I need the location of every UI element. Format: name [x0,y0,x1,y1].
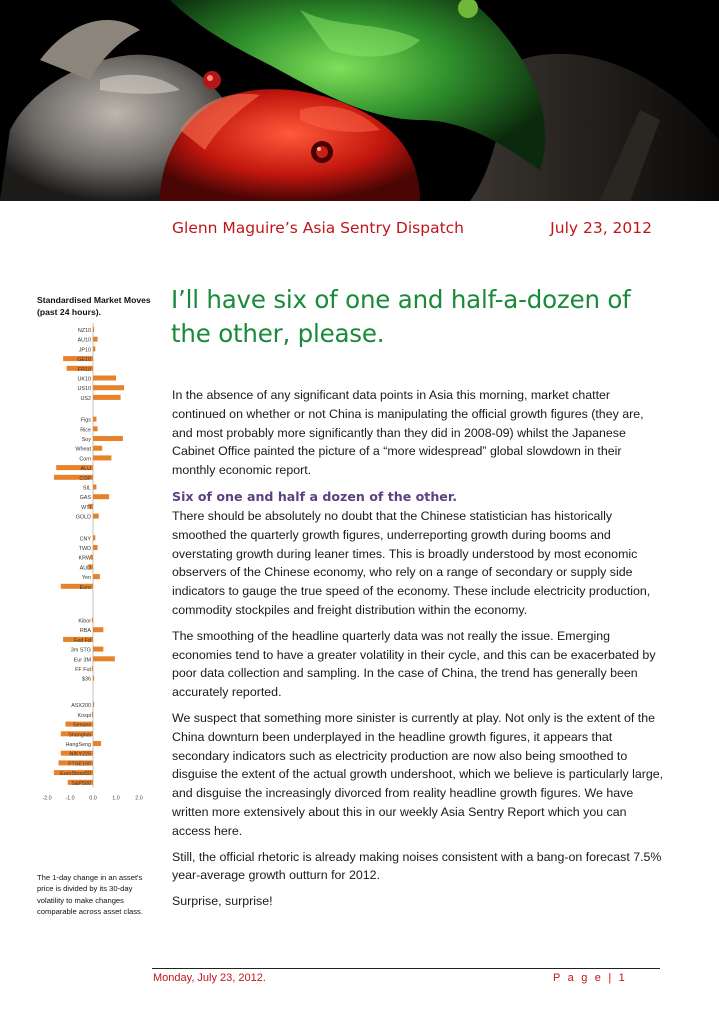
category-label: ALU [80,466,91,473]
paragraph-1: There should be absolutely no doubt that the Chinese statistician has historically smoothed the quarterly growth figures, underreporting growth during booms and overstating growth during leaner times. This is broadly understood by most economic observers of the Chinese economy, who rely on a range of secondary or supply side indicators to gauge the true speed of the economy. These include electricity production, commodity stockpiles and freight distribution within the economy. [172,508,651,617]
chart-bar [93,385,124,390]
paragraph-4: Still, the official rhetoric is already making noises consistent with a bang-on forecast 7.5% year-average growth outturn for 2012. [172,849,662,883]
chart-bar [93,656,115,661]
category-label: Figs [80,417,91,424]
category-label: SIL [82,485,91,492]
category-label: US2 [80,395,91,402]
category-label: $36 [82,676,91,683]
article-subheading: Six of one and half a dozen of the other. [172,488,458,504]
category-label: GE10 [77,357,91,364]
footer-date: Monday, July 23, 2012. [153,972,266,984]
category-label: Eur 3M [73,657,91,664]
dispatch-date: July 23, 2012 [550,219,652,237]
category-label: S&P500 [71,780,91,787]
chart-bar [93,574,100,579]
category-label: 3m STG [70,647,91,654]
chart-bar [93,436,123,441]
intro-paragraph: In the absence of any significant data points in Asia this morning, market chatter continued on whether or not China is manipulating the official growth figures (they are, and most probably more significantly than they did in 2008-09) whilst the Japanese Cabinet Office painted the picture of a “more widespread” global slowdown in their monthly economic report. [172,388,644,478]
category-label: FR10 [77,366,91,373]
market-moves-chart [32,320,152,868]
category-label: Yen [81,575,91,582]
market-moves-chart-svg [32,320,152,868]
category-label: Kibor [78,618,91,625]
chart-bar [93,455,111,460]
chart-bar [91,555,93,560]
chart-bar [93,426,98,431]
footer [153,972,627,988]
category-label: GOLD [75,514,91,521]
category-label: NZ10 [77,328,91,334]
category-label: Fed Fd [73,637,91,644]
category-label: Corn [79,456,91,463]
footer-rule [152,968,660,969]
chart-bar [93,676,94,681]
sidebar-heading: Standardised Market Moves (past 24 hours). [37,295,151,317]
category-label: AU10 [77,337,91,344]
header-photo [0,0,719,201]
category-label: UK10 [77,376,91,383]
category-label: GAS [79,495,91,502]
category-label: Wheat [75,446,91,453]
chart-bar [93,514,99,519]
chart-bar [93,485,96,490]
category-label: Sensex [73,722,91,729]
chart-bar [93,702,94,707]
page-number: P a g e | 1 [553,972,627,984]
chart-bar [93,446,102,451]
x-tick-label: 1.0 [112,795,120,802]
chart-bar [92,666,93,671]
paragraph-3: We suspect that something more sinister is currently at play. Not only is the extent of the China downturn been underplayed in the headline growth figures, it appears that secondary indicators such as electricity production are now also being smoothed to disguise the extent of the actual growth undershoot, which we believe is particularly large, and disguise the increasingly divorced from reality headline growth figures. We have written more extensively about this in our weekly Asia Sentry Report which you can access here. [172,710,664,838]
category-label: JP10 [78,347,91,354]
category-label: RBA [79,628,91,635]
category-label: FTSE100 [68,761,91,768]
chart-bar [92,618,93,623]
chart-bar [93,395,121,400]
chart-bar [93,337,98,342]
x-tick-label: 2.0 [135,795,143,802]
category-label: EuroStoxx50 [60,771,91,778]
x-tick-label: 0.0 [89,795,97,802]
category-label: US10 [77,386,91,393]
category-label: WTI [81,504,91,511]
sidebar-note: The 1-day change in an asset's price is divided by its 30-day volatility to make changes comparable across asset class. [37,873,143,916]
dragon-statues-photo [0,0,719,201]
category-label: HangSeng [65,742,91,748]
chart-bar [93,346,95,351]
category-label: FF Fut [75,667,91,673]
category-label: KRW [78,555,91,562]
chart-bar [93,627,103,632]
category-label: CNY [79,536,91,543]
dispatch-header [172,219,652,241]
category-label: NIKY225 [69,751,91,758]
category-label: Rice [80,427,91,434]
article-body [172,386,664,918]
chart-bar [93,417,96,422]
category-label: Shanghai [68,732,91,739]
chart-bar [93,741,101,746]
category-label: Kospi [77,712,91,719]
category-label: Soy [81,437,91,443]
chart-bar [93,327,94,332]
category-label: TWD [78,546,91,552]
x-tick-label: -1.0 [65,795,75,802]
x-tick-label: -2.0 [42,795,52,802]
category-label: Euro [79,584,91,591]
chart-bar [92,712,93,717]
paragraph-2: The smoothing of the headline quarterly data was not really the issue. Emerging economies tend to have a greater volatility in their cycle, and this can be exacerbated by poor data collection and sampling. In the case of China, the trend has generally been accurately reported. [172,628,656,700]
category-label: AUD [79,565,91,572]
chart-bar [93,535,95,540]
paragraph-5: Surprise, surprise! [172,894,273,909]
chart-bar [93,376,116,381]
category-label: COP [79,475,91,482]
article-title: I’ll have six of one and half-a-dozen of the other, please. [171,285,631,348]
chart-bar [93,545,98,550]
chart-bar [93,494,109,499]
category-label: ASX200 [71,703,91,710]
dispatch-name: Glenn Maguire’s Asia Sentry Dispatch [172,219,465,237]
chart-bar [93,647,103,652]
